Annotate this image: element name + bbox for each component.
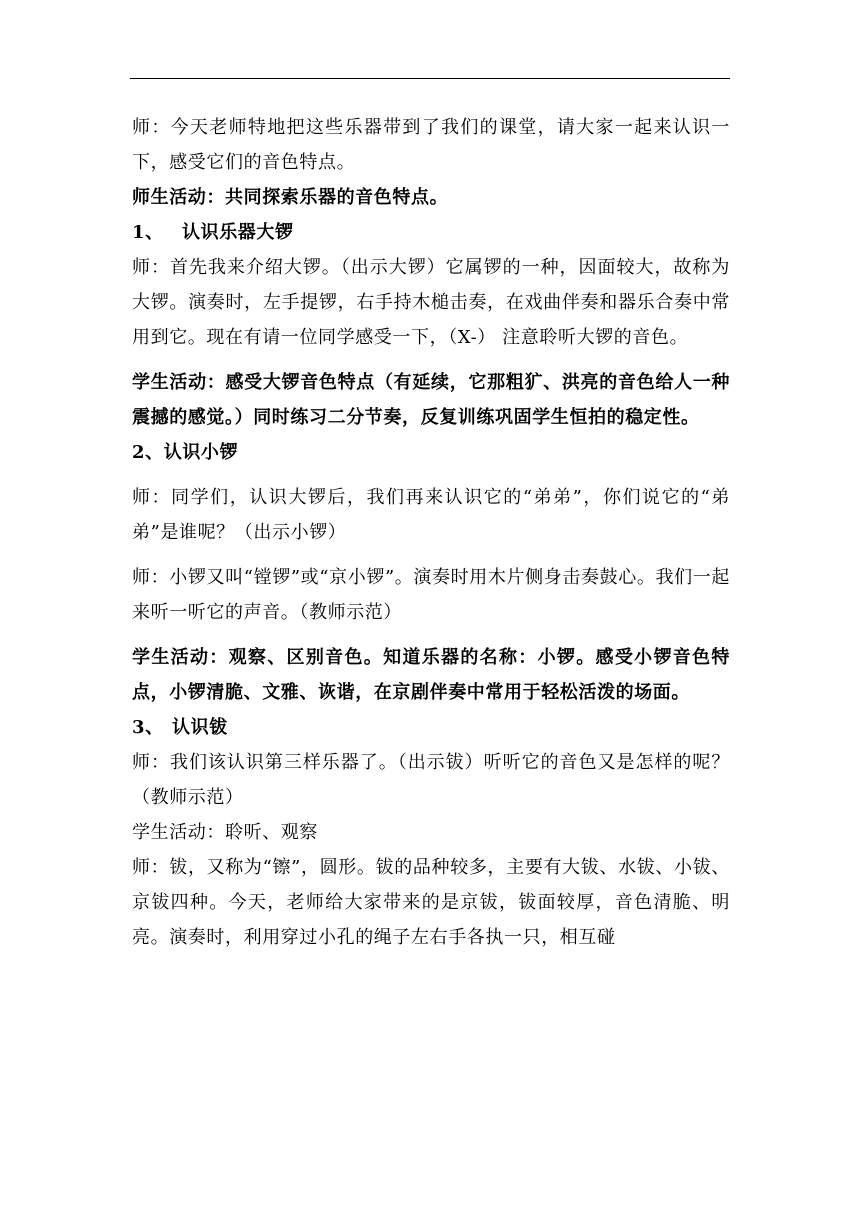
section-number-3: 3、 xyxy=(132,717,164,738)
paragraph-big-gong: 师：首先我来介绍大锣。（出示大锣）它属锣的一种，因面较大，故称为大锣。演奏时，左手提锣，右手持木槌击奏，在戏曲伴奏和器乐合奏中常用到它。现在有请一位同学感受一下，（X-） 注意聆听大锣的音色。 xyxy=(132,257,730,348)
section-heading-2: 2、认识小锣 xyxy=(132,442,239,463)
header-rule xyxy=(130,78,730,79)
paragraph-activity-cymbal: 学生活动：聆听、观察 xyxy=(132,822,318,843)
paragraph-cymbal-detail: 师：钹，又称为“镲”，圆形。钹的品种较多，主要有大钹、水钹、小钹、京钹四种。今天，老师给大家带来的是京钹，钹面较厚，音色清脆、明亮。演奏时，利用穿过小孔的绳子左右手各执一只，相互碰 xyxy=(132,857,730,948)
document-body xyxy=(132,110,730,955)
paragraph-small-gong-detail: 师：小锣又叫“镗锣”或“京小锣”。演奏时用木片侧身击奏鼓心。我们一起来听一听它的声音。（教师示范） xyxy=(132,567,730,623)
section-title-1: 认识乐器大锣 xyxy=(182,222,294,243)
paragraph-activity-big-gong: 学生活动：感受大锣音色特点（有延续，它那粗犷、洪亮的音色给人一种震撼的感觉。）同时练习二分节奏，反复训练巩固学生恒拍的稳定性。 xyxy=(132,372,730,428)
section-heading-1 xyxy=(132,215,730,250)
paragraph-cymbal-intro: 师：我们该认识第三样乐器了。（出示钹）听听它的音色又是怎样的呢？（教师示范） xyxy=(132,752,730,808)
paragraph-small-gong-intro: 师：同学们，认识大锣后，我们再来认识它的“弟弟”，你们说它的“弟弟”是谁呢？（出示小锣） xyxy=(132,487,730,543)
paragraph-teacher-intro: 师：今天老师特地把这些乐器带到了我们的课堂，请大家一起来认识一下，感受它们的音色特点。 xyxy=(132,117,730,173)
paragraph-activity-small-gong: 学生活动：观察、区别音色。知道乐器的名称：小锣。感受小锣音色特点，小锣清脆、文雅、诙谐，在京剧伴奏中常用于轻松活泼的场面。 xyxy=(132,647,730,703)
section-number-1: 1、 xyxy=(132,222,164,243)
section-heading-3 xyxy=(132,710,730,745)
paragraph-activity-explore: 师生活动：共同探索乐器的音色特点。 xyxy=(132,187,449,208)
section-title-3: 认识钹 xyxy=(172,717,228,738)
